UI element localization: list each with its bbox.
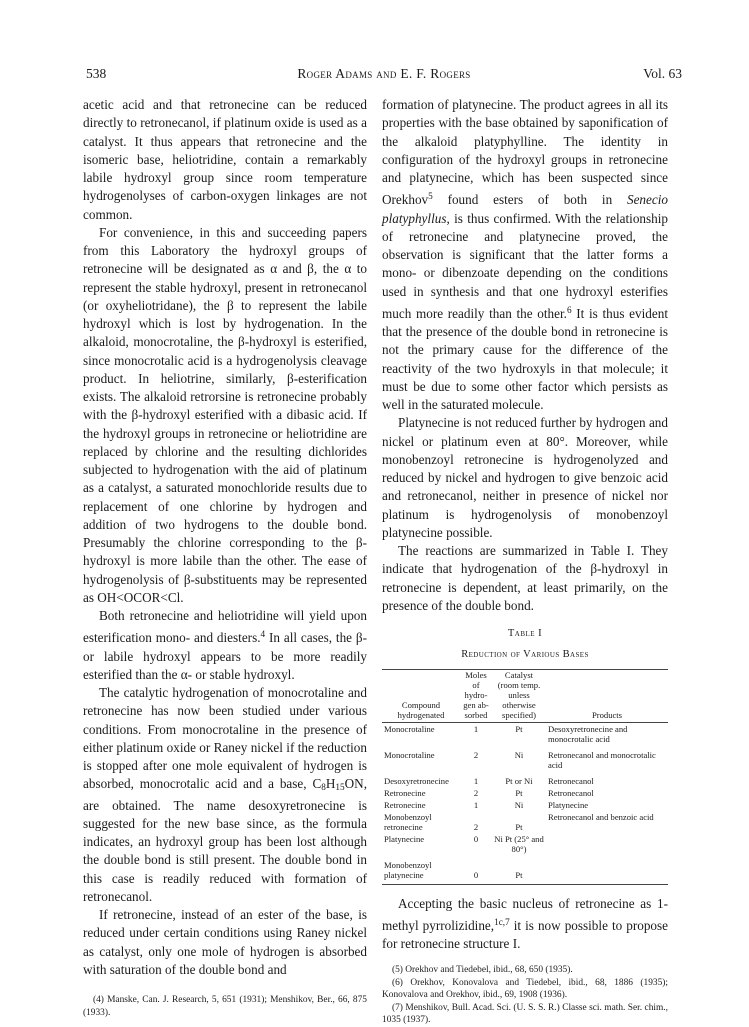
footnote: (7) Menshikov, Bull. Acad. Sci. (U. S. S. R.) Classe sci. math. Ser. chim., 1035 (1937).	[382, 1002, 668, 1026]
table-row	[382, 771, 668, 787]
cell-catalyst: Ni	[514, 749, 524, 760]
cell-products: Retronecanol	[548, 787, 594, 798]
cell-catalyst: Ni Pt (25° and 80°)	[494, 833, 544, 854]
footnote: (5) Orekhov and Tiedebel, ibid., 68, 650 (1935).	[392, 965, 573, 976]
table-row	[382, 787, 668, 799]
cell-moles: 0	[460, 855, 492, 885]
volume-label: Vol. 63	[643, 66, 682, 81]
cell-catalyst: Pt	[515, 723, 523, 734]
paragraph: Platynecine is not reduced further by hydrogen and nickel or platinum even at 80°. Moreover, while monobenzoyl retronecine is hydrogenolyzed and reduced by nickel and hydrogen to give benzoic acid and retronecanol, neither in presence of nickel nor platinum is hydrogenolysis of monobenzoyl platynecine possible.	[382, 415, 668, 540]
cell-catalyst: Pt	[515, 787, 523, 798]
cell-moles: 0	[473, 833, 479, 844]
cell-moles: 2	[473, 821, 479, 832]
paragraph: The catalytic hydrogenation of monocrotaline and retronecine has now been studied under various conditions. From monocrotaline in the presence of either platinum oxide or Raney nickel if the reduction is stopped after one mole equivalent of hydrogen is absorbed, monocrotalic acid and a base, $C_8H_{15}ON$, are obtained. The name desoxyretronecine is suggested for the new base since, as the formula indicates, an hydroxyl group has been lost although the double bond is still present. The double bond in this case is readily reduced with formation of retronecanol.	[83, 685, 367, 904]
cell-compound: Platynecine	[384, 833, 425, 844]
footnotes	[382, 964, 668, 1027]
cell-products: Retronecanol	[548, 775, 594, 786]
cell-products: Desoxyretronecine and monocrotalic acid	[548, 723, 628, 744]
cell-products: Retronecanol and benzoic acid	[548, 811, 654, 822]
table-row	[382, 745, 668, 771]
cell-catalyst: Pt	[515, 821, 523, 832]
page-number: 538	[86, 66, 107, 81]
table-row	[382, 799, 668, 811]
paragraph: Both retronecine and heliotridine will yield upon esterification mono- and diesters.$^4$ In all cases, the β- or labile hydroxyl appears to be more readily esterified than the α- or stable hydroxyl.	[83, 608, 368, 682]
paragraph: If retronecine, instead of an ester of the base, is reduced under certain conditions using Raney nickel as catalyst, only one mole of hydrogen is absorbed with saturation of the double bond and	[83, 907, 367, 977]
paragraph: The reactions are summarized in Table I. They indicate that hydrogenation of the β-hydroxyl in retronecine is dependent, at least primarily, on the presence of the double bond.	[382, 543, 668, 613]
footnote-ref: 4	[260, 629, 266, 640]
column-header-products: Products	[546, 669, 668, 722]
footnote: (4) Manske, Can. J. Research, 5, 651 (1931); Menshikov, Ber., 66, 875 (1933).	[83, 995, 367, 1018]
cell-moles: 1	[473, 723, 479, 734]
table-title: Reduction of Various Bases	[461, 649, 589, 661]
cell-compound: Monobenzoyl platynecine	[382, 855, 460, 885]
table-row	[382, 833, 668, 855]
table-row	[382, 722, 668, 745]
cell-compound: Retronecine	[384, 787, 426, 798]
footnote: (6) Orekhov, Konovalova and Tiedebel, ibid., 68, 1886 (1935); Konovalova and Orekhov, ibid., 69, 1908 (1936).	[382, 977, 668, 1001]
cell-compound: Monocrotaline	[384, 723, 435, 734]
cell-compound: Monobenzoyl retronecine	[384, 811, 432, 832]
table-row	[382, 811, 668, 833]
right-column	[382, 96, 668, 1027]
paragraph: acetic acid and that retronecine can be reduced directly to retronecanol, if platinum oxide is used as a catalyst. It thus appears that retronecine and the isomeric base, heliotridine, contain a remarkably labile hydroxyl group since room temperature hydrogenolyses of carbon-oxygen linkages are not common.	[83, 97, 367, 222]
table-caption: Table I	[507, 628, 543, 639]
column-header-moles: Moles of hydro- gen ab- sorbed	[460, 669, 492, 722]
paragraph: For convenience, in this and succeeding papers from this Laboratory the hydroxyl groups of retronecine will be designated as α and β, the α to represent the stable hydroxyl, present in retronecanol (or oxyheliotridane), the β to represent the labile hydroxyl which is lost by hydrogenation. In the alkaloid, monocrotaline, the β-hydroxyl is esterified, since monocrotalic acid is a hydrogenolysis cleavage product. In heliotrine, similarly, β-esterification exists. The alkaloid retrorsine is retronecine probably with the β-hydroxyl esterified with a dibasic acid. If the hydroxyl groups in retronecine or heliotridine are replaced by chlorine and the resulting dichlorides subjected to hydrogenation with the aid of platinum as a catalyst, a saturated monochloride results due to replacement of one chlorine by hydrogen and addition of two hydrogens to the double bond. Presumably the chlorine corresponding to the β-hydroxyl is more labile than the other. The ease of hydrogenolysis of β-substituents may be represented as OH<OCOR<Cl.	[83, 224, 367, 605]
cell-moles: 2	[473, 787, 479, 798]
cell-catalyst: Ni	[514, 799, 524, 810]
cell-compound: Desoxyretronecine	[384, 775, 449, 786]
cell-moles: 2	[473, 749, 479, 760]
cell-moles: 1	[473, 799, 479, 810]
paragraph: Accepting the basic nucleus of retronecine as 1-methyl pyrrolizidine,$^{1c,7}$ it is now possible to propose for retronecine structure I.	[382, 895, 668, 951]
column-header-catalyst: Catalyst (room temp. unless otherwise specified)	[492, 669, 546, 722]
left-column	[83, 96, 367, 1019]
table-row	[382, 855, 668, 885]
footnote-ref: 6	[566, 304, 572, 315]
cell-catalyst: Pt or Ni	[505, 775, 533, 786]
cell-products	[546, 855, 668, 885]
column-header-compound: Compound hydrogenated	[382, 669, 460, 722]
cell-catalyst: Pt	[492, 855, 546, 885]
cell-compound: Monocrotaline	[384, 749, 435, 760]
running-head-authors: Roger Adams and E. F. Rogers	[297, 66, 471, 81]
cell-products	[546, 833, 668, 855]
cell-moles: 1	[473, 775, 479, 786]
footnote-ref: 5	[428, 191, 433, 202]
footnotes	[83, 994, 367, 1019]
reduction-table	[382, 669, 668, 885]
cell-compound: Retronecine	[384, 799, 426, 810]
cell-products: Platynecine	[548, 799, 589, 810]
footnote-ref: 1c,7	[494, 916, 510, 927]
table-1	[382, 625, 668, 885]
paragraph: formation of platynecine. The product agrees in all its properties with the base obtained by saponification of the alkaloid platyphylline. The identity in configuration of the hydroxyl groups in retronecine and platynecine, which has been suspected since Orekhov$^5$ found esters of both in Senecio platyphyllus, is thus confirmed. With the relationship of retronecine and platynecine proved, the observation is significant that the latter forms a mono- or dibenzoate depending on the conditions used in synthesis and that one hydroxyl esterifies much more readily than the other.$^6$ It is thus evident that the presence of the double bond in retronecine is not the primary cause for the difference of the reactivity of the two hydroxyls in that molecule; it must be due to some other factor which persists as well in the saturated molecule.	[382, 97, 668, 412]
page-header	[86, 66, 682, 84]
cell-products: Retronecanol and monocrotalic acid	[548, 749, 656, 770]
